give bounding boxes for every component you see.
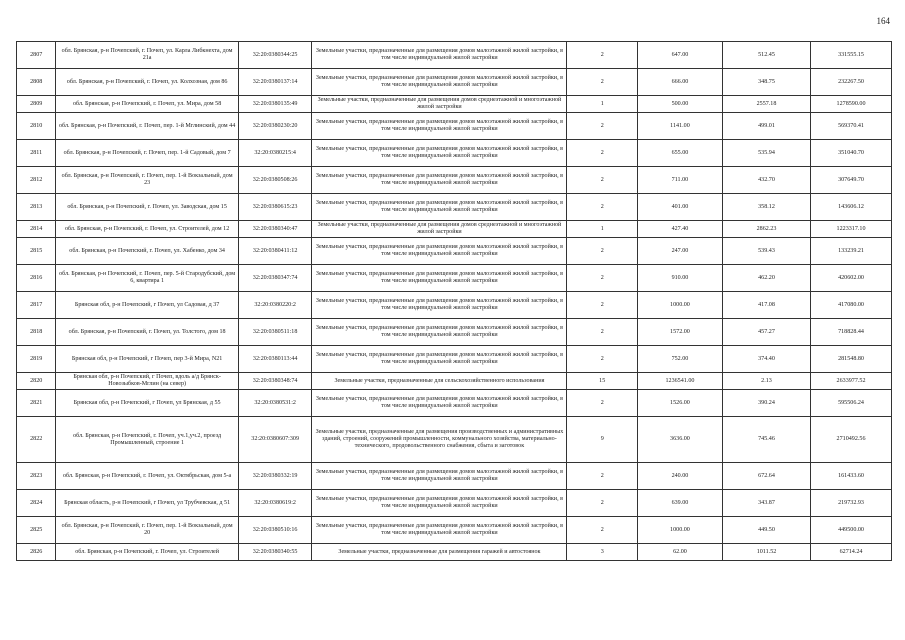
cadastral-value-cell: 1223317.10 (811, 221, 892, 238)
address-cell: обл. Брянская, р-н Почепский, г. Почеп, ул. Строителей, дом 12 (56, 221, 238, 238)
land-use-cell: Земельные участки, предназначенные для размещения домов малоэтажной жилой застройки, в том числе индивидуальной жилой застройки (312, 113, 567, 140)
group-number-cell: 2 (567, 113, 637, 140)
address-cell: обл. Брянская, р-н Почепский, г. Почеп, пер. 1-й Вокзальный, дом 23 (56, 167, 238, 194)
area-cell: 247.00 (637, 238, 722, 265)
row-number-cell: 2808 (17, 69, 56, 96)
address-cell: обл. Брянская, р-н Почепский, г. Почеп, пер. 1-й Мглинский, дом 44 (56, 113, 238, 140)
table-row (17, 490, 892, 517)
cadastral-value-cell: 351040.70 (811, 140, 892, 167)
specific-value-cell: 499.01 (722, 113, 810, 140)
area-cell: 1526.00 (637, 390, 722, 417)
land-use-cell: Земельные участки, предназначенные для размещения домов малоэтажной жилой застройки, в том числе индивидуальной жилой застройки (312, 42, 567, 69)
table-row (17, 417, 892, 463)
land-use-cell: Земельные участки, предназначенные для размещения домов малоэтажной жилой застройки, в том числе индивидуальной жилой застройки (312, 292, 567, 319)
row-number-cell: 2813 (17, 194, 56, 221)
specific-value-cell: 374.40 (722, 346, 810, 373)
table-row (17, 140, 892, 167)
group-number-cell: 3 (567, 544, 637, 561)
land-use-cell: Земельные участки, предназначенные для размещения домов малоэтажной жилой застройки, в том числе индивидуальной жилой застройки (312, 390, 567, 417)
cadastral-number-cell: 32:20:0380137:14 (238, 69, 312, 96)
row-number-cell: 2811 (17, 140, 56, 167)
area-cell: 1141.00 (637, 113, 722, 140)
cadastral-number-cell: 32:20:0380348:74 (238, 373, 312, 390)
specific-value-cell: 2557.18 (722, 96, 810, 113)
cadastral-value-table (16, 41, 892, 561)
address-cell: обл. Брянская, р-н Почепский, г. Почеп, ул. Заводская, дом 15 (56, 194, 238, 221)
group-number-cell: 2 (567, 238, 637, 265)
row-number-cell: 2823 (17, 463, 56, 490)
cadastral-value-cell: 420602.00 (811, 265, 892, 292)
group-number-cell: 2 (567, 69, 637, 96)
row-number-cell: 2819 (17, 346, 56, 373)
cadastral-value-cell: 161433.60 (811, 463, 892, 490)
address-cell: обл. Брянская, р-н Почепский, г. Почеп, ул. Колхозная, дом 86 (56, 69, 238, 96)
cadastral-value-cell: 232267.50 (811, 69, 892, 96)
row-number-cell: 2818 (17, 319, 56, 346)
specific-value-cell: 1011.52 (722, 544, 810, 561)
cadastral-number-cell: 32:20:0380511:18 (238, 319, 312, 346)
cadastral-number-cell: 32:20:0380215:4 (238, 140, 312, 167)
group-number-cell: 2 (567, 490, 637, 517)
address-cell: Брянская обл, р-н Почепский, г Почеп, ул Садовая, д 37 (56, 292, 238, 319)
land-use-cell: Земельные участки, предназначенные для размещения домов малоэтажной жилой застройки, в том числе индивидуальной жилой застройки (312, 490, 567, 517)
area-cell: 711.00 (637, 167, 722, 194)
cadastral-number-cell: 32:20:0380411:12 (238, 238, 312, 265)
cadastral-value-cell: 718828.44 (811, 319, 892, 346)
table-row (17, 194, 892, 221)
land-use-cell: Земельные участки, предназначенные для размещения домов среднеэтажной и многоэтажной жилой застройки (312, 96, 567, 113)
address-cell: обл. Брянская, р-н Почепский, г. Почеп, ул. Карла Либкнехта, дом 21а (56, 42, 238, 69)
area-cell: 3636.00 (637, 417, 722, 463)
address-cell: обл. Брянская, р-н Почепский, г. Почеп, ул. Хабенко, дом 34 (56, 238, 238, 265)
cadastral-number-cell: 32:20:0380332:19 (238, 463, 312, 490)
address-cell: Брянская область, р-н Почепский, г Почеп, ул Трубчевская, д 51 (56, 490, 238, 517)
cadastral-value-cell: 1278590.00 (811, 96, 892, 113)
land-use-cell: Земельные участки, предназначенные для размещения домов малоэтажной жилой застройки, в том числе индивидуальной жилой застройки (312, 517, 567, 544)
cadastral-value-cell: 417080.00 (811, 292, 892, 319)
specific-value-cell: 462.20 (722, 265, 810, 292)
area-cell: 1236541.00 (637, 373, 722, 390)
row-number-cell: 2824 (17, 490, 56, 517)
address-cell: Брянская обл, р-н Почепский, г Почеп, вдоль а/д Брянск-Новозыбков-Мглин (на север) (56, 373, 238, 390)
address-cell: обл. Брянская, р-н Почепский, г. Почеп, ул. Толстого, дом 18 (56, 319, 238, 346)
land-use-cell: Земельные участки, предназначенные для размещения домов среднеэтажной и многоэтажной жилой застройки (312, 221, 567, 238)
area-cell: 752.00 (637, 346, 722, 373)
row-number-cell: 2810 (17, 113, 56, 140)
cadastral-number-cell: 32:20:0380347:74 (238, 265, 312, 292)
group-number-cell: 1 (567, 96, 637, 113)
group-number-cell: 2 (567, 194, 637, 221)
cadastral-value-cell: 143606.12 (811, 194, 892, 221)
specific-value-cell: 512.45 (722, 42, 810, 69)
area-cell: 639.00 (637, 490, 722, 517)
cadastral-value-cell: 281548.80 (811, 346, 892, 373)
cadastral-value-cell: 219732.93 (811, 490, 892, 517)
cadastral-number-cell: 32:20:0380344:25 (238, 42, 312, 69)
specific-value-cell: 358.12 (722, 194, 810, 221)
land-use-cell: Земельные участки, предназначенные для размещения гаражей и автостоянок (312, 544, 567, 561)
specific-value-cell: 535.94 (722, 140, 810, 167)
land-use-cell: Земельные участки, предназначенные для размещения домов малоэтажной жилой застройки, в том числе индивидуальной жилой застройки (312, 140, 567, 167)
land-use-cell: Земельные участки, предназначенные для размещения домов малоэтажной жилой застройки, в том числе индивидуальной жилой застройки (312, 238, 567, 265)
table-row (17, 517, 892, 544)
row-number-cell: 2820 (17, 373, 56, 390)
land-use-cell: Земельные участки, предназначенные для сельскохозяйственного использования (312, 373, 567, 390)
specific-value-cell: 348.75 (722, 69, 810, 96)
group-number-cell: 2 (567, 346, 637, 373)
row-number-cell: 2814 (17, 221, 56, 238)
row-number-cell: 2822 (17, 417, 56, 463)
area-cell: 500.00 (637, 96, 722, 113)
cadastral-value-cell: 331555.15 (811, 42, 892, 69)
table-row (17, 463, 892, 490)
row-number-cell: 2826 (17, 544, 56, 561)
cadastral-value-cell: 2710492.56 (811, 417, 892, 463)
cadastral-number-cell: 32:20:0380340:55 (238, 544, 312, 561)
specific-value-cell: 2.13 (722, 373, 810, 390)
area-cell: 240.00 (637, 463, 722, 490)
area-cell: 427.40 (637, 221, 722, 238)
specific-value-cell: 432.70 (722, 167, 810, 194)
land-use-cell: Земельные участки, предназначенные для размещения производственных и административных зданий, строений, сооружений промышленности, коммунального хозяйства, материально-технического, продовольственного снабжения, сбыта и заготовок (312, 417, 567, 463)
specific-value-cell: 417.08 (722, 292, 810, 319)
land-use-cell: Земельные участки, предназначенные для размещения домов малоэтажной жилой застройки, в том числе индивидуальной жилой застройки (312, 346, 567, 373)
address-cell: обл. Брянская, р-н Почепский, г. Почеп, пер. 5-й Стародубский, дом 6, квартира 1 (56, 265, 238, 292)
table-row (17, 346, 892, 373)
cadastral-number-cell: 32:20:0380510:16 (238, 517, 312, 544)
row-number-cell: 2816 (17, 265, 56, 292)
page-number: 164 (876, 16, 890, 26)
land-use-cell: Земельные участки, предназначенные для размещения домов малоэтажной жилой застройки, в том числе индивидуальной жилой застройки (312, 319, 567, 346)
cadastral-value-cell: 569370.41 (811, 113, 892, 140)
group-number-cell: 1 (567, 221, 637, 238)
specific-value-cell: 539.43 (722, 238, 810, 265)
cadastral-number-cell: 32:20:0380230:20 (238, 113, 312, 140)
area-cell: 910.00 (637, 265, 722, 292)
group-number-cell: 2 (567, 42, 637, 69)
cadastral-value-cell: 62714.24 (811, 544, 892, 561)
table-body (17, 42, 892, 561)
group-number-cell: 2 (567, 319, 637, 346)
cadastral-number-cell: 32:20:0380508:26 (238, 167, 312, 194)
land-use-cell: Земельные участки, предназначенные для размещения домов малоэтажной жилой застройки, в том числе индивидуальной жилой застройки (312, 265, 567, 292)
table-row (17, 221, 892, 238)
area-cell: 666.00 (637, 69, 722, 96)
group-number-cell: 2 (567, 463, 637, 490)
cadastral-value-cell: 307649.70 (811, 167, 892, 194)
specific-value-cell: 745.46 (722, 417, 810, 463)
address-cell: обл. Брянская, р-н Почепский, г. Почеп, пер. 1-й Садовый, дом 7 (56, 140, 238, 167)
specific-value-cell: 449.50 (722, 517, 810, 544)
specific-value-cell: 343.87 (722, 490, 810, 517)
row-number-cell: 2825 (17, 517, 56, 544)
cadastral-number-cell: 32:20:0380340:47 (238, 221, 312, 238)
cadastral-number-cell: 32:20:0380619:2 (238, 490, 312, 517)
area-cell: 647.00 (637, 42, 722, 69)
group-number-cell: 9 (567, 417, 637, 463)
group-number-cell: 2 (567, 517, 637, 544)
address-cell: обл. Брянская, р-н Почепский, г. Почеп, ул. Строителей (56, 544, 238, 561)
table-row (17, 69, 892, 96)
table-row (17, 167, 892, 194)
row-number-cell: 2817 (17, 292, 56, 319)
cadastral-number-cell: 32:20:0380607:309 (238, 417, 312, 463)
address-cell: Брянская обл, р-н Почепский, г Почеп, пер 3-й Мира, N21 (56, 346, 238, 373)
row-number-cell: 2812 (17, 167, 56, 194)
cadastral-number-cell: 32:20:0380531:2 (238, 390, 312, 417)
cadastral-number-cell: 32:20:0380113:44 (238, 346, 312, 373)
specific-value-cell: 390.24 (722, 390, 810, 417)
table-row (17, 544, 892, 561)
cadastral-value-cell: 449500.00 (811, 517, 892, 544)
cadastral-number-cell: 32:20:0380615:23 (238, 194, 312, 221)
table-row (17, 373, 892, 390)
specific-value-cell: 457.27 (722, 319, 810, 346)
row-number-cell: 2821 (17, 390, 56, 417)
address-cell: Брянская обл, р-н Почепский, г Почеп, ул Брянская, д 55 (56, 390, 238, 417)
table-row (17, 96, 892, 113)
address-cell: обл. Брянская, р-н Почепский, г. Почеп, пер. 1-й Вокзальный, дом 20 (56, 517, 238, 544)
row-number-cell: 2809 (17, 96, 56, 113)
group-number-cell: 2 (567, 390, 637, 417)
cadastral-value-cell: 595506.24 (811, 390, 892, 417)
land-use-cell: Земельные участки, предназначенные для размещения домов малоэтажной жилой застройки, в том числе индивидуальной жилой застройки (312, 194, 567, 221)
cadastral-value-cell: 133239.21 (811, 238, 892, 265)
table-row (17, 265, 892, 292)
table-row (17, 292, 892, 319)
area-cell: 62.00 (637, 544, 722, 561)
address-cell: обл. Брянская, р-н Почепский, г. Почеп, ул. Мира, дом 58 (56, 96, 238, 113)
table-row (17, 238, 892, 265)
area-cell: 1000.00 (637, 292, 722, 319)
area-cell: 1572.00 (637, 319, 722, 346)
table-row (17, 42, 892, 69)
address-cell: обл. Брянская, р-н Почепский, г. Почеп, уч.1,уч.2, проезд Промышленный, строение 1 (56, 417, 238, 463)
cadastral-number-cell: 32:20:0380135:49 (238, 96, 312, 113)
table-row (17, 113, 892, 140)
area-cell: 1000.00 (637, 517, 722, 544)
cadastral-value-cell: 2633977.52 (811, 373, 892, 390)
table-row (17, 390, 892, 417)
specific-value-cell: 2862.23 (722, 221, 810, 238)
row-number-cell: 2807 (17, 42, 56, 69)
group-number-cell: 2 (567, 140, 637, 167)
specific-value-cell: 672.64 (722, 463, 810, 490)
cadastral-number-cell: 32:20:0380220:2 (238, 292, 312, 319)
area-cell: 401.00 (637, 194, 722, 221)
area-cell: 655.00 (637, 140, 722, 167)
land-use-cell: Земельные участки, предназначенные для размещения домов малоэтажной жилой застройки, в том числе индивидуальной жилой застройки (312, 69, 567, 96)
land-use-cell: Земельные участки, предназначенные для размещения домов малоэтажной жилой застройки, в том числе индивидуальной жилой застройки (312, 463, 567, 490)
address-cell: обл. Брянская, р-н Почепский, г. Почеп, ул. Октябрьская, дом 5-а (56, 463, 238, 490)
group-number-cell: 2 (567, 265, 637, 292)
table-row (17, 319, 892, 346)
land-use-cell: Земельные участки, предназначенные для размещения домов малоэтажной жилой застройки, в том числе индивидуальной жилой застройки (312, 167, 567, 194)
row-number-cell: 2815 (17, 238, 56, 265)
group-number-cell: 2 (567, 292, 637, 319)
group-number-cell: 2 (567, 167, 637, 194)
group-number-cell: 15 (567, 373, 637, 390)
